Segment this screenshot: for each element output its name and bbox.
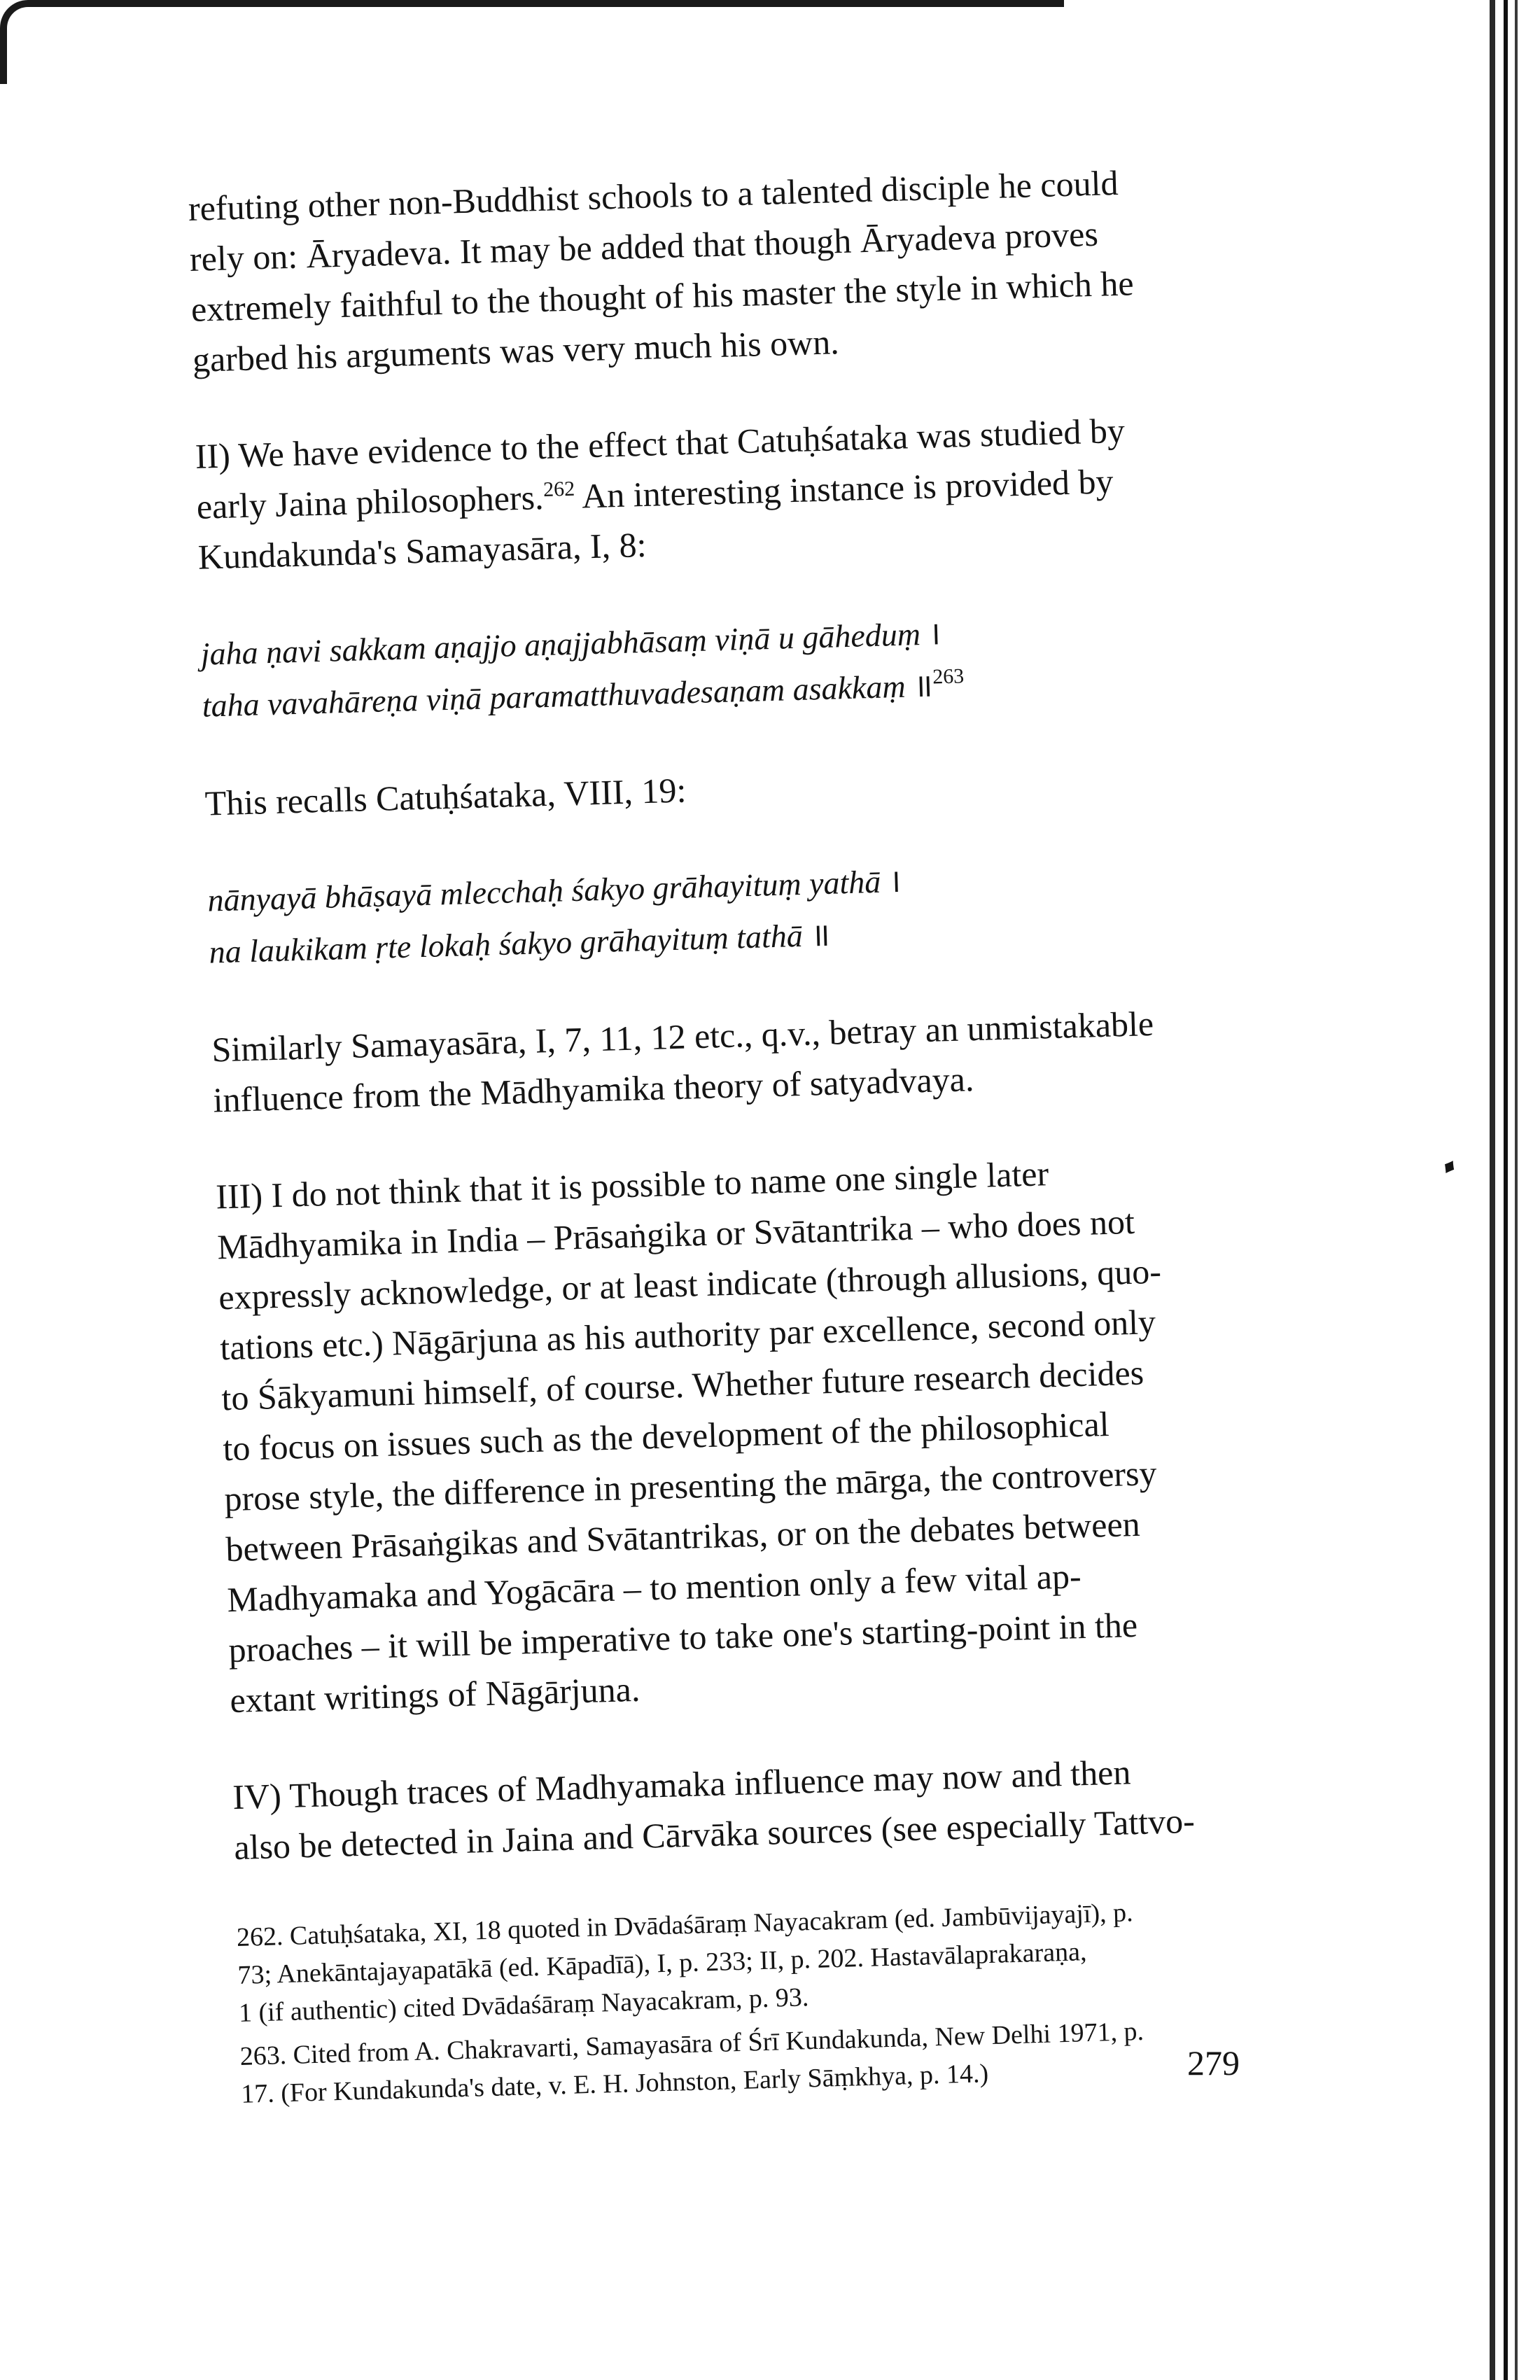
text-segment: An interesting instance is provided by (574, 461, 1114, 516)
margin-mark: ♦ (1438, 1152, 1462, 1181)
footnotes (236, 1889, 1305, 2113)
verse-text: taha vavahāreṇa viṇā paramatthuvadesaṇam asakkaṃ (202, 668, 906, 724)
verse-text: nānyayā bhāṣayā mlecchaḥ śakyo grāhayituṃ yathā (206, 863, 881, 918)
paragraph-iv (232, 1742, 1298, 1872)
text-line: tations etc.) Nāgārjuna as his authority par excellence, second only (219, 1302, 1156, 1368)
footnote-line: 17. (For Kundakunda's date, v. E. H. Johnston, Early Sāṃkhya, p. 14.) (240, 2059, 989, 2109)
scan-border-corner (0, 0, 34, 84)
text-line: influence from the Mādhyamika theory of satyadvaya. (212, 1059, 975, 1120)
footnote-ref-262[interactable]: 262 (542, 477, 575, 501)
verse-samayasara (200, 598, 1267, 732)
text-line: prose style, the difference in presenting the mārga, the controversy (223, 1453, 1158, 1519)
text-line: refuting other non-Buddhist schools to a talented disciple he could (188, 162, 1119, 228)
text-line: to focus on issues such as the development of the philosophical (222, 1404, 1110, 1469)
footnote-262 (236, 1889, 1303, 2032)
text-line: Madhyamaka and Yogācāra – to mention only a few vital ap- (226, 1556, 1082, 1620)
page-number: 279 (1187, 2043, 1240, 2082)
text-line: Mādhyamika in India – Prāsaṅgika or Svātantrika – who does not (216, 1201, 1135, 1267)
verse-text: na laukikam ṛte lokaḥ śakyo grāhayituṃ tathā (208, 917, 804, 970)
danda-mark: । (888, 862, 902, 899)
footnote-line: 263. Cited from A. Chakravarti, Samayasāra of Śrī Kundakunda, New Delhi 1971, p. (239, 2016, 1144, 2071)
text-line: rely on: Āryadeva. It may be added that though Āryadeva proves (189, 214, 1099, 279)
text-line: IV) Though traces of Madhyamaka influence may now and then (232, 1752, 1132, 1817)
paragraph-similarly (211, 995, 1278, 1125)
text-segment: early Jaina philosophers. (196, 477, 545, 526)
text-line: Similarly Samayasāra, I, 7, 11, 12 etc., q.v., betray an unmistakable (211, 1003, 1154, 1070)
paragraph-recalls (204, 748, 1269, 828)
text-line: also be detected in Jaina and Cārvāka sources (see especially Tattvo- (233, 1800, 1196, 1868)
scan-border-top (28, 0, 1064, 7)
danda-mark: । (927, 615, 941, 652)
footnote-ref-263[interactable]: 263 (932, 664, 965, 689)
text-line: This recalls Catuḥśataka, VIII, 19: (204, 770, 687, 823)
paragraph-iii (215, 1142, 1294, 1726)
paragraph-intro (188, 154, 1256, 385)
book-spine-edge (1477, 0, 1540, 2380)
paragraph-ii (195, 401, 1262, 582)
double-danda-mark: ॥ (810, 916, 831, 953)
footnote-line: 1 (if authentic) cited Dvādaśāraṃ Nayacakram, p. 93. (238, 1982, 809, 2028)
text-line: Kundakunda's Samayasāra, I, 8: (197, 524, 648, 577)
text-line: garbed his arguments was very much his own. (192, 322, 840, 379)
footnote-line: 262. Catuḥśataka, XI, 18 quoted in Dvādaśāraṃ Nayacakram (ed. Jambūvijayajī), p. (236, 1898, 1134, 1953)
page-body (188, 154, 1306, 2119)
text-line: extant writings of Nāgārjuna. (229, 1669, 641, 1721)
text-line: III) I do not think that it is possible to name one single later (215, 1154, 1049, 1217)
verse-text: jaha ṇavi sakkam aṇajjo aṇajjabhāsaṃ viṇā u gāheduṃ (200, 616, 921, 672)
text-line: to Śākyamuni himself, of course. Whether future research decides (220, 1352, 1144, 1418)
text-line: between Prāsaṅgikas and Svātantrikas, or on the debates between (225, 1504, 1141, 1569)
text-line: extremely faithful to the thought of his master the style in which he (190, 263, 1135, 329)
double-danda-mark: ॥ (913, 667, 934, 704)
text-line: expressly acknowledge, or at least indicate (through allusions, quo- (218, 1251, 1162, 1317)
text-line: II) We have evidence to the effect that Catuḥśataka was studied by (195, 410, 1126, 476)
footnote-line: 73; Anekāntajayapatākā (ed. Kāpadīā), I, p. 233; II, p. 202. Hastavālaprakaraṇa, (237, 1937, 1088, 1990)
verse-catuhsataka (207, 845, 1274, 978)
text-line: proaches – it will be imperative to take one's starting-point in the (227, 1604, 1138, 1670)
